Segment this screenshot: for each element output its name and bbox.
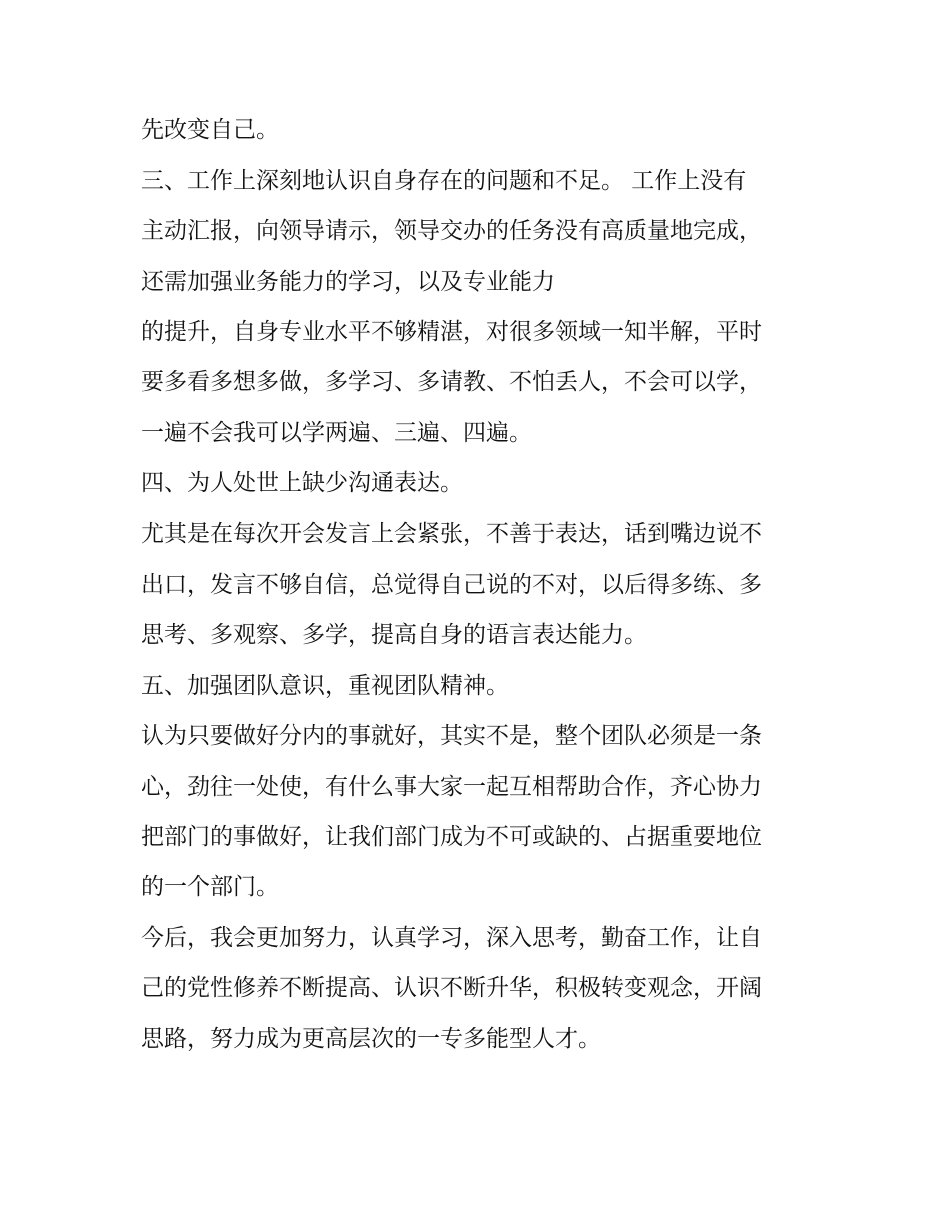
text-line: 把部门的事做好，让我们部门成为不可或缺的、占据重要地位	[141, 824, 762, 850]
section-heading: 五、加强团队意识，重视团队精神。	[141, 673, 509, 699]
section-heading: 三、工作上深刻地认识自身存在的问题和不足。 工作上没有	[141, 168, 747, 194]
text-line: 的一个部门。	[141, 874, 279, 900]
text-line: 思路，努力成为更高层次的一专多能型人才。	[141, 1026, 601, 1052]
text-line: 一遍不会我可以学两遍、三遍、四遍。	[141, 420, 532, 446]
text-line: 出口，发言不够自信，总觉得自己说的不对，以后得多练、多	[141, 572, 762, 598]
text-line: 己的党性修养不断提高、认识不断升华，积极转变观念，开阔	[141, 975, 762, 1001]
text-line: 思考、多观察、多学，提高自身的语言表达能力。	[141, 622, 647, 648]
text-line: 的提升，自身专业水平不够精湛，对很多领域一知半解，平时	[141, 319, 762, 345]
text-line: 认为只要做好分内的事就好，其实不是，整个团队必须是一条	[141, 723, 762, 749]
text-line: 心，劲往一处使，有什么事大家一起互相帮助合作，齐心协力	[141, 774, 762, 800]
text-line: 今后，我会更加努力，认真学习，深入思考，勤奋工作，让自	[141, 925, 762, 951]
text-line: 还需加强业务能力的学习，以及专业能力	[141, 269, 555, 295]
text-line: 要多看多想多做，多学习、多请教、不怕丢人，不会可以学，	[141, 369, 762, 395]
text-line: 先改变自己。	[141, 117, 279, 143]
section-heading: 四、为人处世上缺少沟通表达。	[141, 470, 463, 496]
text-line: 主动汇报，向领导请示，领导交办的任务没有高质量地完成，	[141, 218, 762, 244]
text-line: 尤其是在每次开会发言上会紧张，不善于表达，话到嘴边说不	[141, 521, 762, 547]
